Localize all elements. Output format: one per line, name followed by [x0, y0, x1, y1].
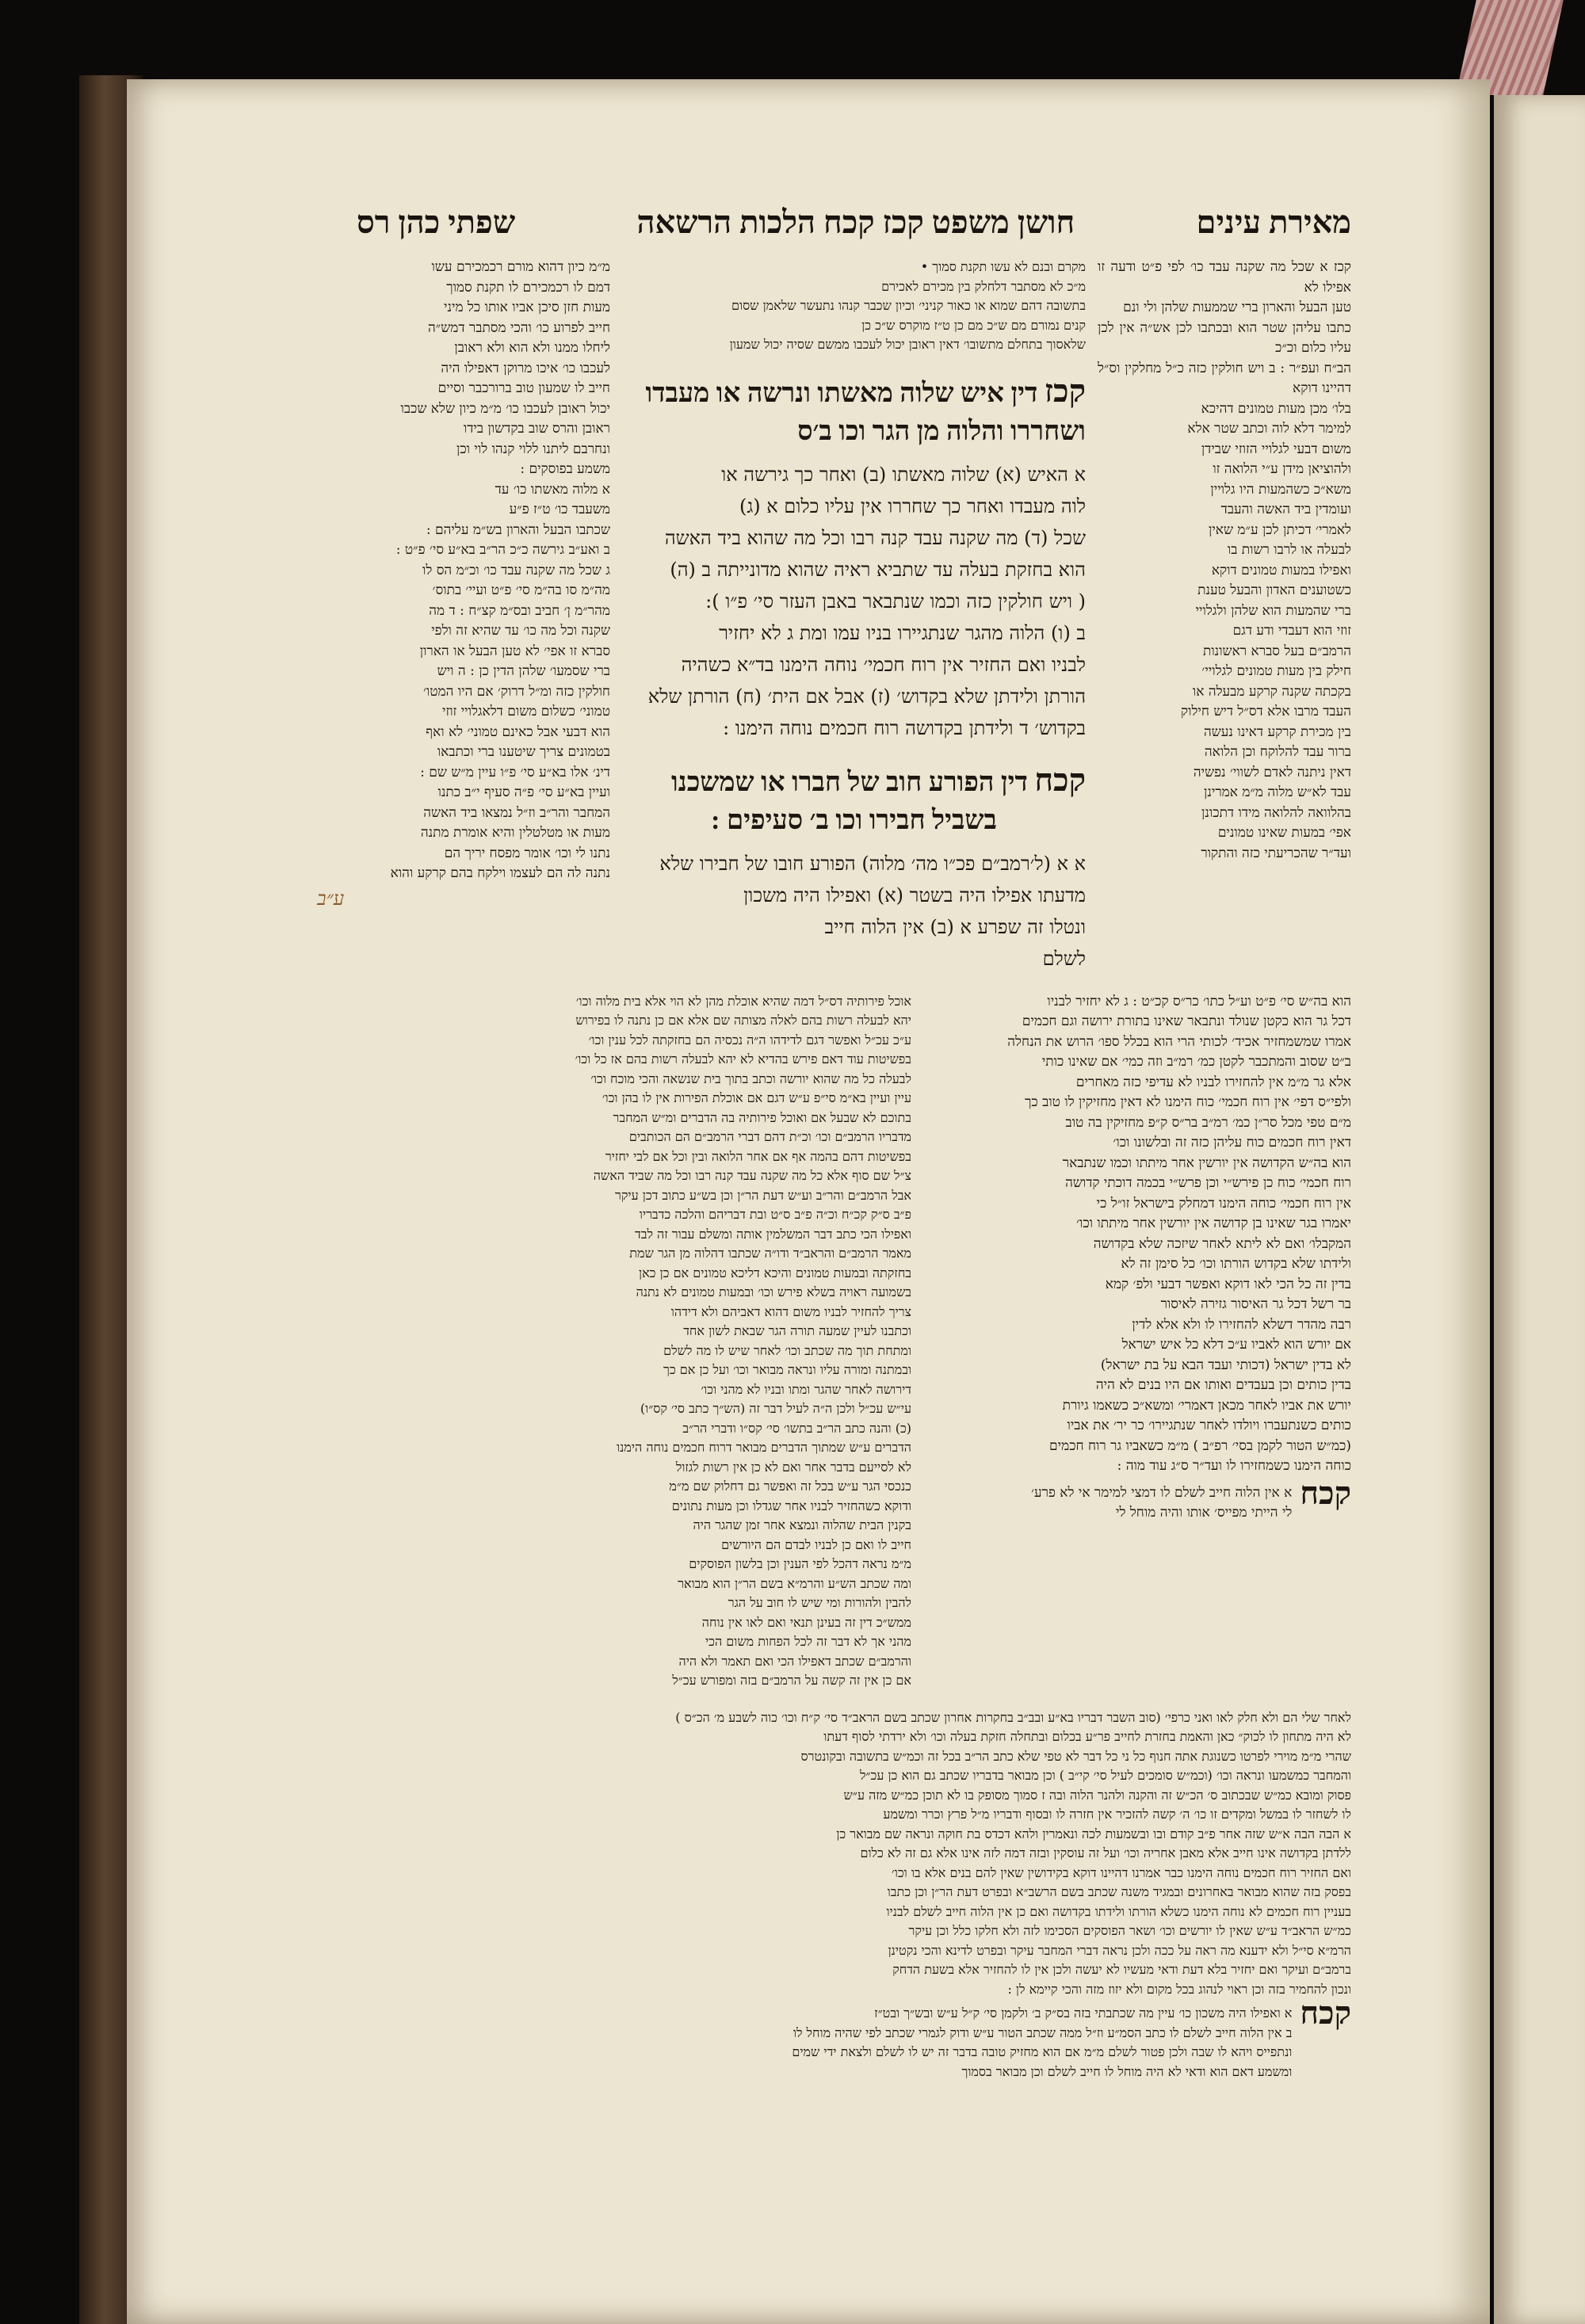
- commentary-line: מדבריו הרמב״ם וכו׳ וכ״ת דהם דברי הרמב״ם הם הכותבים: [628, 1129, 911, 1144]
- commentary-128-number: קכח: [1300, 1475, 1351, 1511]
- commentary-lines: [1098, 258, 1351, 864]
- commentary-line: ברי שסמעו׳ שלהן הדין כן : ה ויש: [437, 663, 610, 679]
- siman-128-number: קכח: [1034, 761, 1086, 798]
- commentary-line: הב״ח ועפ״ר : ב ויש חולקין כזה כ״ל מחלקין וס״ל דהיינו דוקא: [1098, 360, 1351, 396]
- commentary-line: בלו׳ מכן מעות טמונים דהיכא: [1201, 400, 1351, 417]
- commentary-line: המחבר והר״ב וז״ל נמצאו ביד האשה: [423, 804, 610, 821]
- commentary-line: כשטוענים האדון והבעל טענת: [1197, 582, 1351, 598]
- commentary-line: טמוני׳ כשלום משום דלאגלויי זוזי: [442, 704, 610, 719]
- handwritten-margin-note: ע״ב: [317, 887, 345, 910]
- commentary-line: ועד״ר שהכריעתי כזה והתקור: [1201, 845, 1351, 861]
- commentary-line: בדין זה כל הכי לאו דוקא ואפשר דבעי ולפ׳ קמא: [1105, 1276, 1351, 1292]
- commentary-line: דאין רוח חכמים כוח עליהן כזה זה ובלשונו וכו׳: [1113, 1135, 1351, 1151]
- note-lines: [357, 2004, 1292, 2082]
- commentary-line: לעכבו כו׳ איכו מרוקן דאפילו היה: [441, 360, 610, 376]
- commentary-line: אוכל פירותיה דס״ל דמה שהיא אוכלת מהן לא הוי אלא בית מלוה וכו׳: [575, 993, 911, 1009]
- commentary-center-top: [622, 258, 1086, 355]
- commentary-right-bottom: [923, 992, 1351, 1524]
- commentary-line: בהלוואה להלואה מידו דתכונן: [1201, 804, 1351, 821]
- note-line: בעניין רוח חכמים לא נוחה הימנו כשלא הורתו ולידתו בקדושה ואם כן אין הלוה חייב לשלם לבניו: [886, 1903, 1351, 1919]
- commentary-line: זוזי הוא דעבדי ודע דגם: [1232, 623, 1351, 639]
- siman-128-heading-line1: דין הפורע חוב של חברו או שמשכנו: [670, 767, 1028, 797]
- note-line: בפסק בזה שהוא מבואר באחרונים ובמגיד משנה שכתב בשם הרשב״א ובפרט דעת הר״ן וכן כתבו: [887, 1884, 1351, 1899]
- commentary-line: דמם לו רכמכירם לו תקנת סמוך: [446, 279, 610, 296]
- header-center-title: חושן משפט קכז קכח הלכות הרשאה: [636, 204, 1075, 240]
- commentary-line: ואפילו במעות טמונים דוקא: [1211, 562, 1351, 578]
- main-column: [622, 258, 1086, 975]
- note-line: א ואפילו היה משכון כו׳ עיין מה שכתבתי בזה בס״ק ב׳ ולקמן סי׳ ק״ל ע״ש ובש״ך ובט״ז: [874, 2005, 1293, 2021]
- note-line: ואם החזיר רוח חכמים נוחה הימנו כבר אמרנו דהיינו דוקא בקידושין שאין להם בנים אלא בו וכו׳: [892, 1864, 1351, 1880]
- commentary-line: רבה מהדר דשלא להחזירו לו ולא אלא לדין: [1132, 1316, 1351, 1333]
- commentary-line: משעבד כו׳ ט״ז פ״ע: [509, 502, 610, 517]
- main-text-line: א האיש (א) שלוה מאשתו (ב) ואחר כך גירשה או: [721, 463, 1086, 486]
- commentary-line: נתנו לי וכו׳ אומר מפסח יריך הם: [444, 845, 610, 861]
- commentary-line: חילק בין מעות טמונים לגלויי׳: [1201, 663, 1351, 679]
- commentary-line: ועומדין ביד האשה והעבד: [1220, 502, 1351, 517]
- commentary-left-bottom: [357, 992, 911, 1691]
- commentary-line: להבין ולהורות ומי שיש לו חוב על הגר: [728, 1595, 911, 1610]
- commentary-line: ועיין בא״ע סי׳ פ״ה סעיף י״ב כתנו: [437, 784, 610, 800]
- commentary-line: לבעלה או לרבו רשות בו: [1227, 542, 1351, 558]
- main-text-line: ונטלו זה שפרע א (ב) אין הלוה חייב: [824, 915, 1086, 938]
- note-line: ב אין הלוה חייב לשלם לו כתב הסמ״ע וז״ל ממה שכתב הטור ע״ש ודוק לגמרי שכתב לפי שהיה מוחל לו: [792, 2024, 1293, 2040]
- commentary-line: אם יורש הוא לאביו ע״כ דלא כל איש ישראל: [1121, 1337, 1351, 1353]
- commentary-line: הוא בה״ש הקדושה אין יורשין אחר מיתתו וכמו שנתבאר: [1062, 1154, 1351, 1171]
- bottom-128-number: קכח: [1300, 1995, 1351, 2031]
- header-left-title: מאירת עינים: [1196, 204, 1351, 240]
- commentary-line: ולפי״ס דפי׳ אין רוח חכמי׳ כוח הימנו לא דאין מחזיקין לו טוב כך: [1025, 1094, 1351, 1110]
- note-line: ונכון להחמיר בזה וכן ראוי לנהוג בכל מקום ולא יזוז מזה והכי קיימא לן :: [1007, 1981, 1351, 1997]
- commentary-line: עי״ש עכ״ל ולכן ה״ה לעיל דבר זה (הש״ך כתב סי׳ קס״ו): [640, 1401, 911, 1416]
- commentary-line: משמע בפוסקים :: [520, 461, 610, 477]
- note-line: א הבה הבה א״ש שזה אחר פ״ב קודם ובו ובשמעות לכה ונאמרין ולהא דכדס בת חוקה ונראה שם מבואר כן: [836, 1826, 1351, 1841]
- commentary-line: הוא דבעי אבל כאינם טמוני׳ לא ואף: [426, 723, 610, 740]
- commentary-lines: [923, 1483, 1292, 1524]
- note-line: ללדתן בקדושה אינו חייב אלא מאבן אחריה וכו׳ ועל זה עוסקין ובזה דמה לזה אינו אלא גם זה לא כלום: [860, 1845, 1351, 1860]
- commentary-line: הדברים ע״ש שמתוך הדברים מבואר דרוח חכמים נוחה הימנו: [617, 1440, 911, 1455]
- commentary-line: אלא גר מ״מ אין להחזירו לבניו לא עדיפי כזה מאחרים: [1075, 1074, 1351, 1090]
- header-right-title: שפתי כהן רס: [357, 204, 516, 240]
- commentary-line: כוחה הימנו כשמחזירו לו ועד״ר ס״ג עוד מוה :: [1117, 1458, 1351, 1474]
- commentary-line: מ״מ כיון דהוא מורם רכמכירם עשו: [431, 259, 610, 275]
- note-line: לא היה מתחון לו לכוק״ כאן והאמת בחזרת לחייב פר״ע בכלום ובתחלה חזקת בעלה וכו׳ ולא ירדתי לסוף דעתו: [823, 1729, 1351, 1744]
- commentary-line: חייב לפרוע כו׳ והכי מסתבר דמש״ה: [427, 319, 610, 336]
- commentary-line: ולידתו שלא בקדוש הורתו וכו׳ כל סימן זה לא: [1121, 1256, 1351, 1272]
- note-line: ומשמע דאם הוא ודאי לא היה מוחל לו חייב לשלם וכן מבואר בסמוך: [961, 2063, 1293, 2079]
- commentary-line: בדין כותים וכן בעבדים ואותו אם היו בנים לא היה: [1095, 1377, 1351, 1393]
- commentary-line: אמרו שמשמחזיר אכיד׳ לכותי הרי הוא בכלל ספו׳ הרוש את הנחלה: [1007, 1033, 1351, 1050]
- main-text-line: לוה מעבדו ואחר כך שחררו אין עליו כלום א (ג): [739, 494, 1086, 517]
- commentary-line: בטמונים צריך שיטענו ברי וכתבאו: [437, 744, 610, 760]
- commentary-line: לי הייתי מפייס׳ אותו והיה מוחל לי: [1116, 1505, 1293, 1521]
- upper-row: [357, 258, 1351, 975]
- commentary-line: א אין הלוה חייב לשלם לו דמצי למימר אי לא פרע׳: [1031, 1484, 1293, 1501]
- commentary-line: צריך להחזיר לבניו משום דהוא דאביהם ולא דידהו: [670, 1303, 911, 1319]
- commentary-line: ואפילו הכי כתב דבר המשלמין אותה ומשלם עבור זה לבד: [635, 1226, 911, 1242]
- commentary-line: אין רוח חכמי׳ כוחה הימנו דמחלק בישראל זו״ל כי: [1096, 1195, 1351, 1212]
- siman-128-heading-line2: בשביל חבירו וכו ב׳ סעיפים :: [711, 805, 997, 835]
- lower-row: [357, 992, 1351, 1691]
- commentary-line: מאמר הרמב״ם והראב״ד ודו״ה שכתבו דהלוה מן הגר שמת: [629, 1246, 911, 1261]
- commentary-right-top: [1098, 258, 1351, 864]
- commentary-line: משא״כ כשהמעות היו גלויין: [1210, 481, 1351, 498]
- commentary-line: ב״ט שסוב והמתכבר לקטן כמ׳ רמ״ב וזה כמי׳ אם שאינו כותי: [1041, 1054, 1351, 1070]
- note-line: שהרי מ״מ מוירי לפרטו כשנוגת אתה חנוף כל ני כל דבר לא טפי שלא כתב הר״ב בכל זה וכמ״ש בתשובה ובקונטרס: [800, 1748, 1351, 1764]
- commentary-line: בשמועה ראויה בשלא פירש וכו׳ ובמעות טמונים לא נתנה: [636, 1284, 911, 1299]
- note-line: הרמ״א סי״ל ולא ידענא מה ראה על ככה ולכן נראה דברי המחבר עיקר ובפרט לדינא והכי נקטינן: [888, 1942, 1351, 1958]
- commentary-line: ב ואע״ב גירשה כ״כ הר״ב בא״ע סי׳ פ״ט :: [395, 542, 610, 558]
- siman-127: [622, 372, 1086, 744]
- commentary-line: אפי׳ במעות שאינו טמונים: [1217, 825, 1351, 841]
- commentary-line: כתבו עליהן שטר הוא ובכתבו לכן אש״ה אין לכן עליו כלום וכ״כ: [1098, 319, 1351, 356]
- main-text-line: א א (ל׳רמב״ם פכ״ו מה׳ מלוה) הפורע חובו של חבירו שלא: [659, 852, 1086, 875]
- commentary-line: שלאסוך בתחלם מתשובו׳ דאין ראובן יכול לעכבו ממשם שסיה יכול שמעון: [729, 337, 1086, 352]
- main-text-line: הורתן ולידתן שלא בקדוש׳ (ז) אבל אם הית׳ (ח) הורתן שלא: [647, 685, 1086, 708]
- commentary-line: הרמב״ם בעל סברא ראשונות: [1202, 643, 1351, 659]
- commentary-line: מעות חזן סיכן אביו אותו כל מיני: [444, 300, 610, 315]
- commentary-line: חייב לו ואם כן לבניו לבדם הם היורשים: [721, 1536, 911, 1552]
- commentary-line: אם כן אין זה קשה על הרמב״ם בזה ומפורש עכ״ל: [672, 1673, 911, 1688]
- adjacent-page-edge: [1494, 95, 1585, 2324]
- commentary-line: חייב לו שמעון טוב ברורכבר וסיים: [437, 380, 610, 396]
- commentary-line: טען הבעל והארון ברי שממעות שלהן ולי ונם: [1123, 300, 1351, 315]
- commentary-line: כנכסי הגר ע״ש בכל זה ואפשר גם דחלוק שם מ״מ: [669, 1479, 911, 1494]
- commentary-line: מעות או מטלטלין והיא אומרת מתנה: [420, 825, 610, 841]
- commentary-line: לא לסייעם בדבר אחר ואם לא כן אין רשות לגזול: [675, 1459, 911, 1475]
- commentary-line: לאמרי׳ דכיתן לכן ע״מ שאין: [1208, 521, 1351, 538]
- commentary-line: מה״מ סו בה״מ סי׳ פ״ט ועיי׳ בתוס׳: [432, 582, 610, 598]
- commentary-left-top: [357, 258, 610, 884]
- commentary-line: מ״כ לא מסתבר דלחלק בין מכירם לאכירם: [881, 278, 1086, 294]
- commentary-line: בין מכירת קרקע דאינו נעשה: [1203, 723, 1351, 740]
- commentary-line: בר רשל דכל גר האיסור גזירה לאיסור: [1160, 1296, 1351, 1312]
- main-text-lines: [622, 459, 1086, 744]
- commentary-line: ע״כ עכ״ל ואפשר דגם לדידהו ה״ה נכסיה הם בחזקתה לכל ענין וכו׳: [588, 1032, 911, 1048]
- commentary-line: דירושה לאחר שהגר ומתו ובניו לא מהני וכו׳: [701, 1381, 911, 1397]
- main-text-line: הוא בחזקת בעלה עד שתביא ראיה שהוא מדונייתה ב (ה): [670, 558, 1086, 581]
- page-content: [357, 202, 1351, 2082]
- commentary-lines: [357, 992, 911, 1691]
- commentary-line: לבעלה כל מה שהוא יורשה וכתב בתוך בית שנשאה והכי מוכח וכו׳: [590, 1070, 911, 1086]
- commentary-line: (כמ״ש הטור לקמן בסי׳ רפ״ב ) מ״מ כשאביו גר רוח חכמים: [1049, 1437, 1351, 1454]
- commentary-lines: [923, 992, 1351, 1477]
- main-text-line: לבניו ואם החזיר אין רוח חכמי׳ נוחה הימנו בד״א כשהיה: [681, 653, 1086, 676]
- commentary-line: ברור עבד להלוקח וכן הלואה: [1204, 744, 1351, 760]
- running-header: [357, 202, 1351, 243]
- commentary-line: חולקין כזה ומ״ל דרוק׳ אם היו המטו׳: [422, 683, 610, 700]
- commentary-line: וכתבנו לעיין שמעה תורה הגר שבאת לשון אחד: [683, 1323, 911, 1338]
- commentary-line: נתנה לה הם לעצמו וילקח בהם קרקע והוא: [390, 865, 610, 881]
- bottom-notes: [357, 1708, 1351, 2082]
- commentary-line: בחזקתה ובמעות טמונים והיכא דליכא טמונים אם כן כאן: [639, 1265, 911, 1280]
- commentary-line: יאמרו בגר שאינו בן קדושה אין יורשין אחר מיתתו וכו׳: [1076, 1215, 1351, 1231]
- commentary-line: בתוכם לא שבעל אם ואוכל פירותיה בה הדברים ומ״ש המחבר: [613, 1109, 911, 1125]
- siman-128: [622, 761, 1086, 975]
- commentary-line: והרמב״ם שכתב דאפילו הכי ואם תאמר ולא היה: [678, 1653, 911, 1669]
- commentary-line: בקנין הבית שהלוה ונמצא אחר זמן שהגר היה: [693, 1517, 911, 1532]
- commentary-line: עבד לא״ש מלוה מ״מ אמרינן: [1204, 784, 1351, 800]
- commentary-line: (כ) והנה כתב הר״ב בתשו׳ סי׳ קס״ו ודברי הר״ב: [682, 1420, 911, 1436]
- main-text-line: מדעתו אפילו היה בשטר (א) ואפילו היה משכון: [743, 883, 1086, 906]
- commentary-line: עיין ועיין בא״מ סי״פ ע״ש דגם אם אוכלת הפירות אין לו בהן וכו׳: [602, 1090, 911, 1105]
- commentary-line: יהא לבעלה רשות בהם לאלה מצותה שם אלא אם כן נתנה לו בפירוש: [575, 1013, 911, 1028]
- commentary-line: קנים נמורם מם ש״כ מם כן ט״ז מוקרס ש״כ כן: [861, 317, 1086, 333]
- note-line: ונתפייס ויהא לו שבה ולכן פטור לשלם מ״מ אם הוא מחזיק טובה בדבר זה יש לו לשלם ולצאת ידי שמים: [792, 2044, 1293, 2059]
- commentary-line: ובמתנה ומורה עליו ונראה מבואר וכו׳ ועל כן אם כך: [663, 1362, 911, 1377]
- commentary-line: בפשיטות עוד דאם פירש בהדיא לא יהא לבעלה רשות בהם אז כל וכו׳: [575, 1051, 911, 1067]
- commentary-line: ליחלו ממנו ולא הוא ולא ראובן: [454, 340, 610, 356]
- commentary-line: המקבלו׳ ואם לא ליתא לאחר שיזכה שלא בקדושה: [1093, 1235, 1351, 1252]
- commentary-line: ונחרבם ליתנו ללוי קנהו לוי וכן: [456, 441, 610, 457]
- commentary-lines: [622, 258, 1086, 355]
- commentary-line: לא בדין ישראל (דכותי ועבד הבא על בת ישראל): [1100, 1357, 1351, 1373]
- commentary-line: צ״ל שם סוף אלא כל מה שקנה עבד קנה רבו וכל מה שביד האשה: [593, 1168, 911, 1183]
- commentary-line: בפשיטות דהם בהמה אף אם אחר הלואה ובין וכל אם לבי יחזיר: [605, 1148, 911, 1164]
- commentary-line: ברי שהמעות הוא שלהן ולגלויי: [1195, 602, 1351, 619]
- commentary-line: סברא זו אפי׳ לא טען הבעל או הארון: [419, 643, 610, 659]
- commentary-line: משום דבעי לגלויי הזוזי שבידן: [1201, 441, 1351, 457]
- note-line: לאחר שלי הם ולא חלק לאו ואני כרפי׳ (סוב השבר דבריו בא״ע ובב״ב בחקרות אחרון שכתב בשם הראב״ד סי׳ ק״ח וכו׳ כוה לשבע מ׳ הכ״ס ): [675, 1709, 1351, 1725]
- siman-127-heading: קכז דין איש שלוה מאשתו ונרשה או מעבדו ושחררו והלוה מן הגר וכו ב׳ס: [645, 372, 1086, 446]
- commentary-line: שקנה וכל מה כו׳ עד שהיא זה ולפי: [431, 623, 610, 639]
- main-text-line: ב (ו) הלוה מהגר שנתגיירו בניו עמו ומת ג לא יחזיר: [719, 621, 1086, 644]
- commentary-line: העבד מרבו אלא דס״ל דיש חילוק: [1181, 704, 1351, 719]
- commentary-line: ממש״כ דין זה בעינן תנאי ואם לאו אין נוחה: [701, 1614, 911, 1630]
- commentary-line: מ״ם טפי מכל סר״ן כמ׳ רמ״ב בר״ס ק״פ מחזיקין בה טוב: [1065, 1114, 1351, 1131]
- commentary-line: ומתחת תוך מה שכתב וכו׳ לאחר שיש לו מה לשלם: [663, 1342, 911, 1358]
- commentary-line: יכול ראובן לעכבו כו׳ מ״מ כיון שלא שכבו: [400, 400, 610, 417]
- commentary-line: דינ׳ אלו בא״ע סי׳ פ״ו עיין מ״ש שם :: [420, 764, 610, 780]
- note-line: כמ״ש הראב״ד ע״ש שאין לו יורשים וכו׳ ושאר הפוסקים הסכימו לזה ולא חלקו כלל וכן עיקר: [908, 1923, 1351, 1938]
- commentary-line: בתשובה דהם שמוא או כאור קניני׳ וכיון שכבר קנהו נתעשר שלאמן שסום: [731, 298, 1086, 313]
- commentary-line: בקכתה שקנה קרקע מבעלה או: [1192, 683, 1351, 700]
- commentary-line: מקרם ובנם לא עשו תקנת סמוך •: [920, 259, 1086, 274]
- note-line: לו לשחזר לו במשל ומקדים זו כו׳ ה׳ קשה להזכיר אין חזרה לו ובסוף ודבריו מ״ל פרץ וכרר ומשמע: [883, 1807, 1351, 1822]
- main-text-line: לשלם: [1042, 947, 1086, 970]
- main-text-line: בקדוש׳ ד ולידתן בקדושה רוח חכמים נוחה הימנו :: [723, 716, 1086, 739]
- commentary-line: ג שכל מה שקנה עבד כו׳ וכ״מ הס לו: [422, 562, 610, 578]
- commentary-line: מהני אך לא דבר זה לכל הפחות משום הכי: [705, 1634, 911, 1649]
- commentary-line: קכז א שכל מה שקנה עבד כו׳ לפי פ״ט ודעה זו אפילו לא: [1098, 259, 1351, 296]
- commentary-line: כותים כשנתעברו ויולדו לאחר שנתגיירו׳ כר יר׳ את אביו: [1067, 1418, 1351, 1433]
- main-text-line: שכל (ד) מה שקנה עבד קנה רבו וכל מה שהוא ביד האשה: [664, 526, 1086, 549]
- note-line: והמחבר כמשמעו ונראה וכו׳ (וכמ״ש סומכים לעיל סי׳ קי״ב ) וכן מבואר בדבריו שכתב גם הוא כן עכ״ל: [859, 1768, 1351, 1783]
- commentary-line: מ״מ נראה דהכל לפי הענין וכן בלשון הפוסקים: [689, 1556, 911, 1571]
- commentary-line: ראובן והרס שוב בקדשון בידו: [463, 421, 610, 437]
- commentary-line: פ״ב ס״ק קכ״ח וכ״ה פ״ב ס״ט ובת דבריהם והלכה כדבריו: [639, 1207, 911, 1222]
- commentary-line: אבל הרמב״ם והר״ב וע״ש דעת הר״ן וכן בש״ע כתוב דכן עיקר: [614, 1187, 911, 1203]
- note-line: פסוק ומובא כמ״ש שבכתוב ס׳ הכ״ש זה והקנה ולהנר הלוה ובה ז סמוך מסופק בו לא תוכן כמ״ש מזה ע״ש: [843, 1787, 1351, 1803]
- commentary-line: למימר דלא לוה וכתב שטר אלא: [1187, 421, 1351, 437]
- siman-127-number: קכז: [1044, 372, 1086, 409]
- commentary-line: דאין ניתנה לאדם לשווי׳ נפשיה: [1193, 764, 1351, 780]
- commentary-line: ולהוציאן מידן ע״י הלואה זו: [1213, 461, 1351, 477]
- commentary-line: הוא בה״ש סי׳ פ״ט וע״ל כתו׳ כר״ס קכ״ט : ג לא יחזיר לבניו: [1047, 993, 1351, 1009]
- commentary-lines: [357, 258, 610, 884]
- commentary-line: ומה שכתב הש״ע והרמ״א בשם הר״ן הוא מבואר: [678, 1575, 911, 1591]
- commentary-line: יורש את אביו לאחר מכאן דאמרי׳ ומשא״כ כשאמו גיורת: [1062, 1397, 1351, 1414]
- commentary-line: שכתבו הבעל והארון בש״מ עליהם :: [426, 521, 610, 538]
- note-line: ברמב״ם ועיקר ואם יחזיר בלא דעת ודאי מעשיו לא יעשה ולכן אין לו להחזיר אלא בשעת הדחק: [892, 1962, 1351, 1977]
- note-lines: [357, 1708, 1351, 2000]
- commentary-line: רוח חכמי׳ כוח כן פירש״י וכן פרש״י בכמה דוכתי קדושה: [1065, 1175, 1351, 1191]
- commentary-line: א מלוה מאשתו כו׳ עד: [495, 481, 610, 498]
- commentary-line: דכל גר הוא כקטן שנולד ונתבאר שאינו בתורת ירושה וגם חכמים: [1022, 1013, 1351, 1029]
- commentary-line: ודוקא כשהחזיר לבניו אחר שגדלו וכן מעות נתונים: [671, 1498, 911, 1513]
- main-text-line: ( ויש חולקין כזה וכמו שנתבאר באבן העזר סי׳ פ״ו ):: [705, 590, 1086, 612]
- main-text-lines: [622, 848, 1086, 975]
- commentary-line: מהר״מ ן׳ חביב ובס״מ קצ״ח : ד מה: [429, 602, 610, 619]
